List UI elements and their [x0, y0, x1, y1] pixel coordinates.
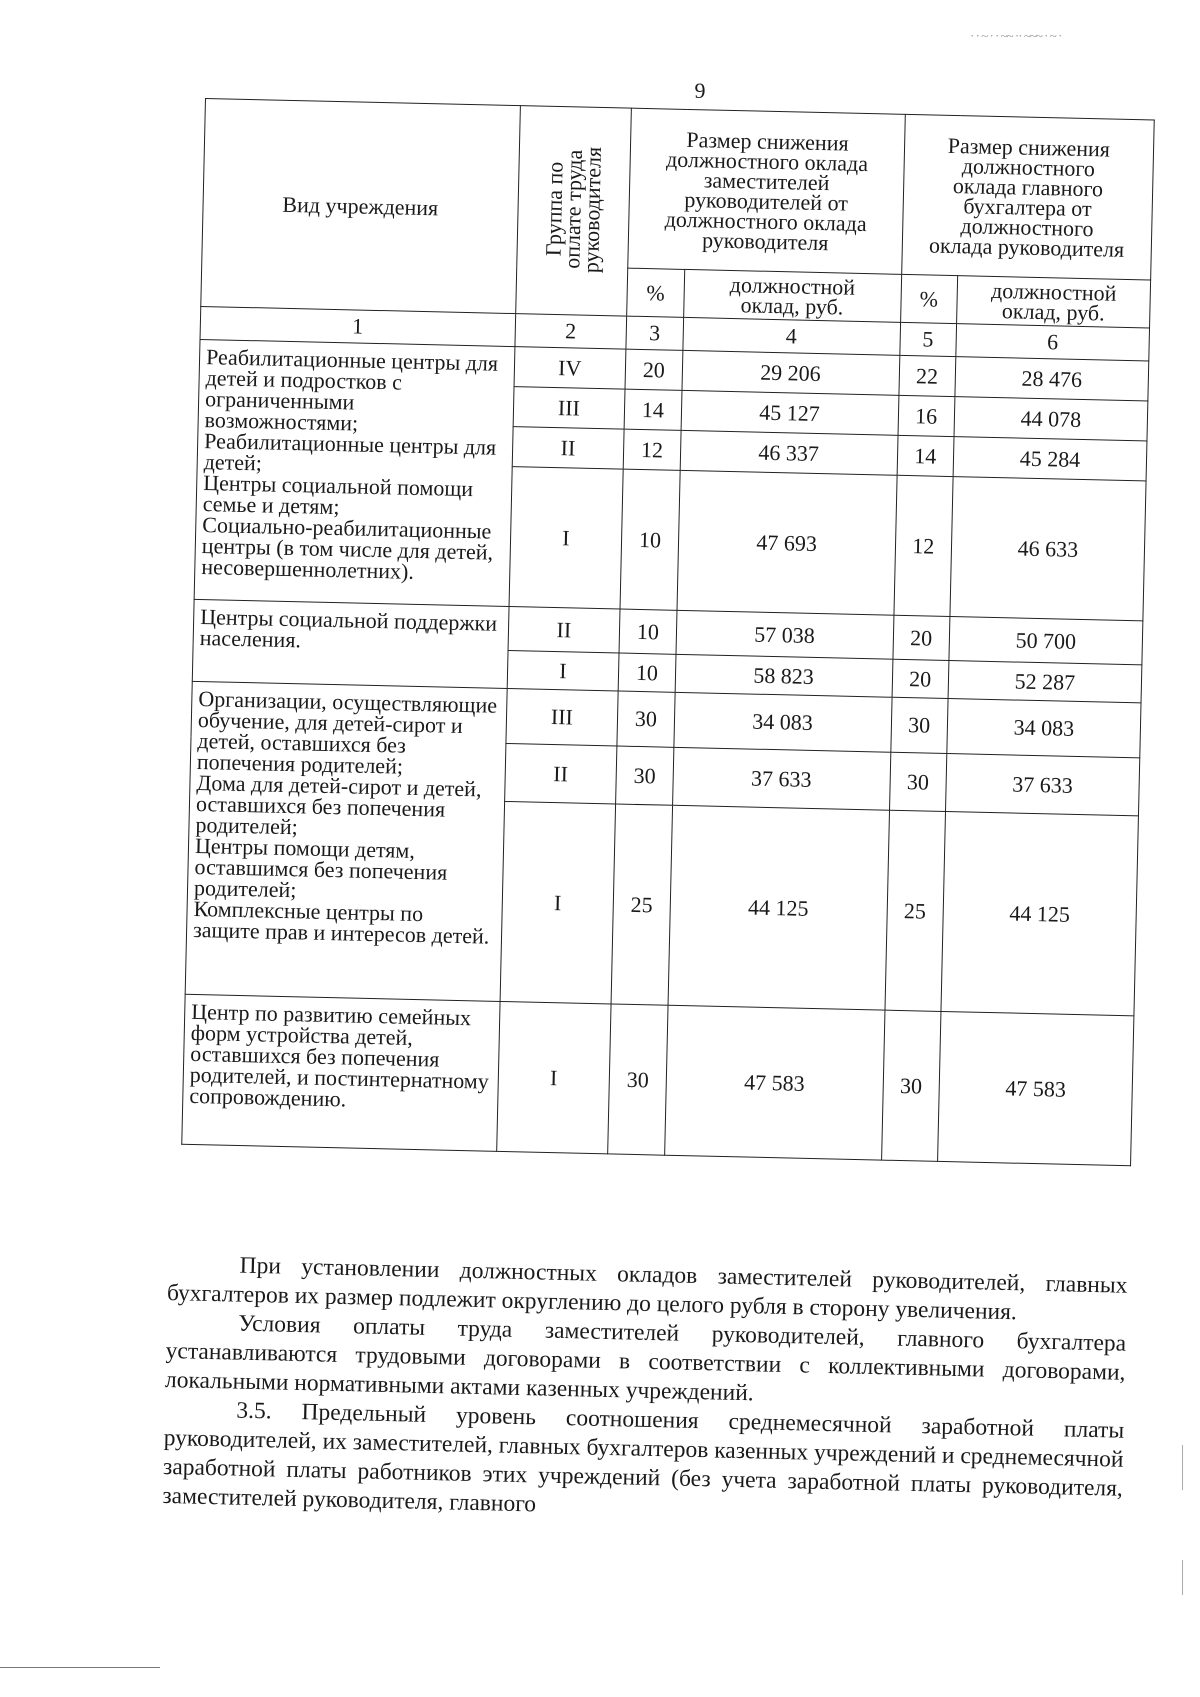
cell-group: II	[512, 427, 625, 470]
cell-accountant-pct: 12	[893, 475, 953, 616]
cell-deputy-salary: 44 125	[668, 805, 889, 1010]
cell-deputy-pct: 20	[625, 349, 682, 390]
cell-group: I	[509, 467, 624, 609]
column-number: 2	[514, 314, 626, 350]
cell-deputy-pct: 10	[619, 609, 676, 654]
cell-group: II	[508, 607, 621, 654]
cell-deputy-salary: 45 127	[681, 390, 899, 435]
cell-group: I	[500, 801, 616, 1003]
cell-deputy-pct: 30	[616, 746, 674, 805]
cell-accountant-salary: 44 125	[941, 811, 1139, 1015]
cell-deputy-salary: 47 693	[677, 470, 897, 615]
header-pay-group-text: Группа по оплате труда руководителя	[540, 146, 607, 274]
cell-group: IV	[514, 347, 627, 390]
cell-group: III	[505, 688, 618, 746]
cell-deputy-pct: 30	[608, 1004, 668, 1155]
institution-name: Центр по развитию семейных форм устройства детей, оставшихся без попечения родителей, и постинтернатному сопровождению.	[182, 994, 500, 1151]
cell-deputy-pct: 10	[620, 469, 680, 610]
cell-accountant-pct: 22	[898, 355, 955, 396]
scan-margin-line	[0, 1667, 160, 1668]
cell-deputy-pct: 25	[611, 804, 672, 1005]
cell-accountant-salary: 52 287	[948, 661, 1142, 703]
header-deputies-reduction: Размер снижения должностного оклада заместителей руководителей от должностного оклада руководителя	[628, 108, 905, 274]
cell-deputy-salary: 57 038	[676, 610, 894, 659]
cell-deputy-salary: 37 633	[672, 747, 890, 810]
institution-name: Центры социальной поддержки населения.	[192, 599, 508, 688]
cell-deputy-pct: 30	[617, 691, 675, 747]
cell-accountant-salary: 28 476	[955, 357, 1149, 401]
header-deputies-pct: %	[627, 268, 684, 317]
page-number: 9	[694, 78, 706, 103]
cell-deputy-salary: 58 823	[675, 654, 893, 697]
cell-accountant-pct: 30	[881, 1010, 941, 1161]
cell-accountant-salary: 37 633	[945, 753, 1139, 815]
cell-group: III	[513, 387, 626, 430]
header-accountant-pct: %	[900, 274, 957, 323]
cell-accountant-salary: 44 078	[954, 397, 1148, 441]
cell-accountant-salary: 45 284	[953, 437, 1147, 481]
header-accountant-salary: должностной оклад, руб.	[956, 276, 1150, 328]
cell-deputy-salary: 46 337	[680, 430, 898, 475]
institution-name: Организации, осуществляющие обучение, для детей-сирот и детей, оставшихся без попечения родителей; Дома для детей-сирот и детей, оставшихся без попечения родителей; Центры помощи детям, оставшимся без попечения родителей; Комплексные центры по защите прав и интересов детей.	[185, 681, 507, 1001]
cell-accountant-pct: 25	[885, 810, 946, 1011]
cell-accountant-pct: 30	[889, 752, 947, 811]
column-number: 6	[956, 324, 1150, 361]
paragraph-pay-conditions: Условия оплаты труда заместителей руководителей, главного бухгалтера устанавливаются трудовыми договорами в соответствии с коллективными договорами, локальными нормативными актами казенных учреждений.	[164, 1310, 1127, 1407]
cell-accountant-pct: 14	[897, 435, 954, 476]
cell-deputy-pct: 14	[624, 389, 681, 430]
cell-deputy-salary: 29 206	[682, 350, 900, 395]
cell-accountant-salary: 34 083	[947, 699, 1141, 758]
column-number: 1	[200, 306, 515, 346]
scan-margin-tick	[1182, 1445, 1183, 1490]
cell-accountant-pct: 20	[892, 659, 949, 698]
paragraph-rounding: При установлении должностных окладов заместителей руководителей, главных бухгалтеров их размер подлежит округлению до целого рубля в сторону увеличения.	[166, 1252, 1128, 1326]
scan-artifact: · · ~ · · ~~ ·· ~~~ · ~ ·	[970, 28, 1062, 43]
header-pay-group	[515, 106, 631, 316]
paragraph-3-5: 3.5. Предельный уровень соотношения среднемесячной заработной платы руководителей, их заместителей, главных бухгалтеров казенных учреждений и среднемесячной заработной платы работников этих учреждений (без учета заработной платы руководителя, заместителей руководителя, главного	[162, 1397, 1125, 1518]
salary-reduction-table	[181, 98, 1155, 1166]
cell-accountant-salary: 50 700	[949, 617, 1143, 665]
cell-group: II	[504, 743, 617, 804]
cell-accountant-salary: 47 583	[937, 1011, 1133, 1165]
column-number: 4	[683, 317, 901, 355]
table-row	[182, 994, 1134, 1165]
cell-accountant-salary: 46 633	[950, 477, 1146, 621]
salary-reduction-table-wrap	[181, 98, 1155, 1166]
institution-name: Реабилитационные центры для детей и подростков с ограниченными возможностями; Реабилитационные центры для детей; Центры социальной помощи семье и детям; Социально-реабилитационные центры (в том числе для детей, несовершеннолетних).	[194, 339, 514, 606]
cell-accountant-pct: 20	[892, 615, 949, 660]
cell-group: I	[496, 1001, 611, 1153]
header-accountant-reduction: Размер снижения должностного оклада главного бухгалтера от должностного оклада руководителя	[901, 114, 1154, 280]
cell-group: I	[507, 651, 620, 692]
header-deputies-salary: должностной оклад, руб.	[683, 269, 901, 322]
cell-deputy-salary: 47 583	[664, 1005, 884, 1160]
cell-deputy-pct: 12	[623, 429, 680, 470]
scan-margin-tick	[1182, 1560, 1183, 1595]
cell-accountant-pct: 16	[898, 395, 955, 436]
column-number: 5	[899, 322, 956, 356]
cell-deputy-pct: 10	[618, 653, 675, 692]
cell-deputy-salary: 34 083	[673, 692, 891, 752]
column-number: 3	[626, 316, 683, 350]
body-text	[162, 1250, 1128, 1533]
header-institution-type: Вид учреждения	[201, 99, 520, 314]
cell-accountant-pct: 30	[890, 697, 948, 753]
